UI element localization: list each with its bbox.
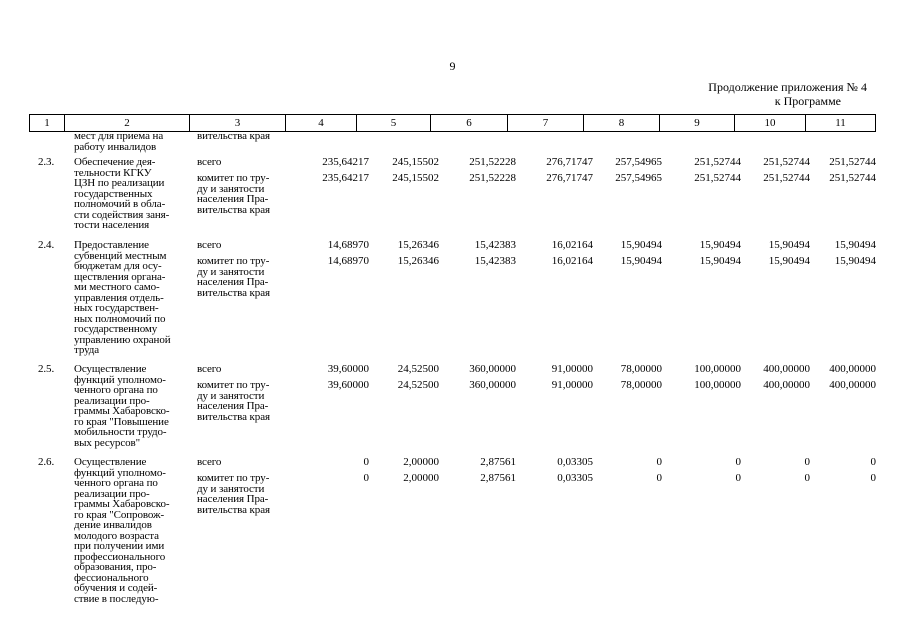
value-total-col-9: 251,52744 <box>694 156 741 168</box>
value-total-col-11: 0 <box>870 456 876 468</box>
value-executor-col-10: 251,52744 <box>763 172 810 184</box>
row-name: Осуществление функций уполномо- ченного органа по реализации про- граммы Хабаровско- го края "Повышение мобильности трудо- вых ресурсов" <box>74 363 170 449</box>
value-total-col-8: 0 <box>656 456 662 468</box>
continuation-note <box>708 80 867 108</box>
value-total-col-11: 400,00000 <box>829 363 876 375</box>
header-col-7: 7 <box>507 115 583 131</box>
row-label-total: всего <box>197 239 222 251</box>
value-executor-col-5: 15,26346 <box>397 255 439 267</box>
row-label-executor: комитет по тру- ду и занятости населения Пра- вительства края <box>197 379 270 423</box>
value-total-col-4: 0 <box>363 456 369 468</box>
header-col-9: 9 <box>659 115 734 131</box>
continuation-line-2: к Программе <box>774 94 841 108</box>
row-label-executor: комитет по тру- ду и занятости населения Пра- вительства края <box>197 172 270 216</box>
value-executor-col-5: 2,00000 <box>403 472 439 484</box>
row-label-total: всего <box>197 363 222 375</box>
header-col-2: 2 <box>64 115 189 131</box>
value-total-col-9: 100,00000 <box>694 363 741 375</box>
value-total-col-10: 15,90494 <box>768 239 810 251</box>
value-total-col-8: 78,00000 <box>620 363 662 375</box>
row-label-total: всего <box>197 156 222 168</box>
value-total-col-6: 360,00000 <box>469 363 516 375</box>
value-executor-col-6: 2,87561 <box>480 472 516 484</box>
value-total-col-7: 91,00000 <box>551 363 593 375</box>
value-total-col-11: 251,52744 <box>829 156 876 168</box>
value-executor-col-7: 91,00000 <box>551 379 593 391</box>
value-executor-col-6: 360,00000 <box>469 379 516 391</box>
value-executor-col-7: 0,03305 <box>557 472 593 484</box>
value-total-col-5: 24,52500 <box>397 363 439 375</box>
value-total-col-11: 15,90494 <box>834 239 876 251</box>
value-executor-col-11: 0 <box>870 472 876 484</box>
value-executor-col-8: 78,00000 <box>620 379 662 391</box>
value-executor-col-4: 14,68970 <box>327 255 369 267</box>
value-executor-col-9: 0 <box>735 472 741 484</box>
value-executor-col-7: 276,71747 <box>546 172 593 184</box>
value-executor-col-10: 0 <box>804 472 810 484</box>
value-total-col-8: 257,54965 <box>615 156 662 168</box>
value-executor-col-10: 15,90494 <box>768 255 810 267</box>
value-executor-col-11: 15,90494 <box>834 255 876 267</box>
value-total-col-6: 2,87561 <box>480 456 516 468</box>
continuation-line-1: Продолжение приложения № 4 <box>708 80 867 94</box>
header-col-1: 1 <box>29 115 64 131</box>
value-total-col-5: 15,26346 <box>397 239 439 251</box>
value-total-col-10: 0 <box>804 456 810 468</box>
row-label-executor: комитет по тру- ду и занятости населения Пра- вительства края <box>197 255 270 299</box>
value-executor-col-4: 39,60000 <box>327 379 369 391</box>
row-name: Осуществление функций уполномо- ченного органа по реализации про- граммы Хабаровско- го края "Сопровож- дение инвалидов молодого возраста при получении ими профессионального образования, про- фессионального обучения и содей- ствие в последую- <box>74 456 170 605</box>
header-col-4: 4 <box>285 115 356 131</box>
value-executor-col-9: 100,00000 <box>694 379 741 391</box>
value-executor-col-8: 257,54965 <box>615 172 662 184</box>
value-executor-col-10: 400,00000 <box>763 379 810 391</box>
header-col-3: 3 <box>189 115 285 131</box>
value-executor-col-8: 15,90494 <box>620 255 662 267</box>
header-col-5: 5 <box>356 115 430 131</box>
value-total-col-7: 0,03305 <box>557 456 593 468</box>
value-total-col-10: 400,00000 <box>763 363 810 375</box>
value-executor-col-5: 24,52500 <box>397 379 439 391</box>
value-total-col-7: 276,71747 <box>546 156 593 168</box>
value-executor-col-4: 0 <box>363 472 369 484</box>
row-name: Предоставление субвенций местным бюджетам для осу- ществления органа- ми местного само- управления отдель- ных государствен- ных полномочий по государственному управлению охраной труда <box>74 239 171 356</box>
header-col-10: 10 <box>734 115 805 131</box>
value-total-col-4: 14,68970 <box>327 239 369 251</box>
value-executor-col-9: 251,52744 <box>694 172 741 184</box>
value-total-col-4: 235,64217 <box>322 156 369 168</box>
page-number: 9 <box>449 59 456 73</box>
value-total-col-5: 2,00000 <box>403 456 439 468</box>
value-total-col-6: 251,52228 <box>469 156 516 168</box>
value-executor-col-9: 15,90494 <box>699 255 741 267</box>
value-executor-col-11: 400,00000 <box>829 379 876 391</box>
value-executor-col-7: 16,02164 <box>551 255 593 267</box>
value-total-col-9: 15,90494 <box>699 239 741 251</box>
value-total-col-8: 15,90494 <box>620 239 662 251</box>
value-executor-col-4: 235,64217 <box>322 172 369 184</box>
value-total-col-9: 0 <box>735 456 741 468</box>
value-total-col-4: 39,60000 <box>327 363 369 375</box>
carry-over-name: мест для приема на работу инвалидов <box>74 130 164 153</box>
row-label-executor: комитет по тру- ду и занятости населения Пра- вительства края <box>197 472 270 516</box>
header-col-8: 8 <box>583 115 659 131</box>
row-id: 2.5. <box>38 363 55 375</box>
row-label-total: всего <box>197 456 222 468</box>
value-executor-col-8: 0 <box>656 472 662 484</box>
value-total-col-7: 16,02164 <box>551 239 593 251</box>
row-id: 2.4. <box>38 239 55 251</box>
value-executor-col-6: 15,42383 <box>474 255 516 267</box>
value-total-col-6: 15,42383 <box>474 239 516 251</box>
value-executor-col-5: 245,15502 <box>392 172 439 184</box>
carry-over-executor: вительства края <box>197 130 270 142</box>
value-total-col-10: 251,52744 <box>763 156 810 168</box>
header-col-11: 11 <box>805 115 876 131</box>
header-col-6: 6 <box>430 115 507 131</box>
row-id: 2.3. <box>38 156 55 168</box>
value-executor-col-11: 251,52744 <box>829 172 876 184</box>
row-name: Обеспечение дея- тельности КГКУ ЦЗН по реализации государственных полномочий в обла- сти содействия заня- тости населения <box>74 156 170 231</box>
value-total-col-5: 245,15502 <box>392 156 439 168</box>
value-executor-col-6: 251,52228 <box>469 172 516 184</box>
row-id: 2.6. <box>38 456 55 468</box>
